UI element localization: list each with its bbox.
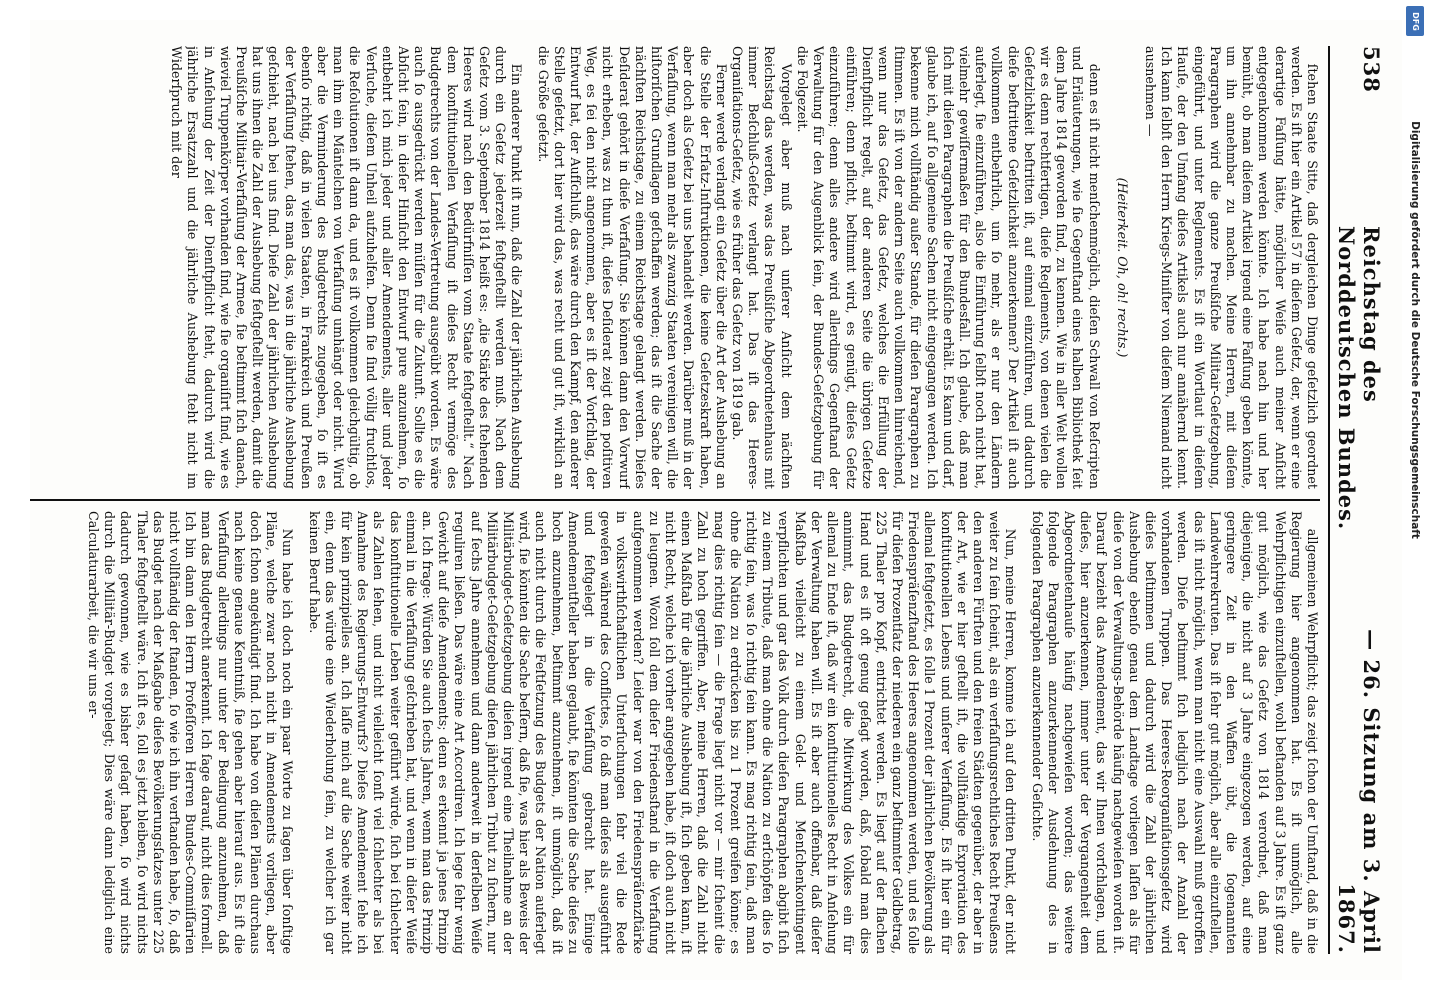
interjection: (Heiterkeit. Oh, oh! rechts.) (1114, 177, 1130, 358)
paragraph: Ein anderer Punkt iſt nun, daß die Zahl der jährlichen Aushebung durch ein Geſetz jederzeit feſtgeſtellt werden muß. Nach dem Geſetz vom 3. September 1814 heißt es: „die Stärke des ſtehenden Heeres wird nach den Bedürfniſſen vom Staate feſtgeſtellt.“ Nach dem konſtitutionellen Verfaſſung iſt dieſes Recht vermöge des Budgetrechts von der Landes-Vertretung ausgeübt worden. Es wäre auch ſo ausgedrückt werden müſſen für die Zukunft. Sollte es die Abſicht ſein, in dieſer Hinſicht den Entwurf pure anzunehmen, ſo entbehrt ich mich jeder und aller Amendements, aller und jeder Verſuche, dieſem Unheil aufzuhelfen. Denn ſie ſind völlig fruchtlos, die Reſolutionen iſt dann da, und es iſt vollkommen gleichgültig, ob man ihm ein Mäntelchen von Verfaſſung umhängt oder nicht. Wird aber die Verminderung des Budgetrechts zugegeben, ſo iſt es ebenſo richtig, daß in vielen Staaten, in Frankreich und Preußen der Verfaſſung ſtehen, das man das, was in die jährliche Aushebung geſchieht, nach bei uns ſind. Dieſe Zahl der jährlichen Aushebung hat uns ihnen die Zahl der Aushebung feſtgeſtellt werden, damit die Preußiſche Militair-Verfaſſung der Armee, ſie beſtimmt ſich danach, wieviel Truppenkörper vorhanden ſind, wie ſie organiſirt ſind, wie es in Anſehung der Zeit der Dienſtpflicht ſteht, dadurch wird die jährliche Ersatzzahl und die jährliche Aushebung ſteht nicht im Widerſpruch mit der (169, 46, 525, 489)
funding-sidebar (1402, 0, 1428, 1000)
dfg-logo: DFG (1406, 6, 1424, 36)
right-column (30, 511, 1320, 954)
paragraph: denn es iſt nicht menſchenmöglich, dieſen Schwall von Reſcripten und Erläuterungen, wie ſie Gegenſtand eines halben Bibliothek ſeit dem Jahre 1814 geworden ſind, zu kennen. Wie in aller Welt wollen wir es denn rechtfertigen, dieſe Reglements, von denen vielen die Geſetzlichkeit beſtritten iſt, auf einmal einzuführen, und dadurch dieſe beſtrittene Geſetzlichkeit anzuerkennen? Der Artikel iſt auch vollkommen entbehrlich, um ſo mehr, als er nur den Ländern auferlegt, ſie einzuführen, also die Einführung ſelbſt noch nicht hat, vielmehr gewiſſermaßen für den Bundesfall. Ich glaube, daß man ſich mit dieſen Paragraphen die Preußiſche erhält. Es kann und darf, glaube ich, auf ſo allgemeine Sachen nicht eingegangen werden. Ich bekenne mich vollſtändig außer Stande, für dieſen Paragraphen zu ſtimmen. Es iſt von der andern Seite auch vollkommen hinreichend, wenn nur das Geſetz, das Geſetz, welches die Erfüllung der Dienſtpflicht regelt, auf der anderen Seite die übrigen Geſetze einführen; denn pflicht, beſtimmt wird, es genügt, dieſes Geſetz einzuführen; denn alles andere wird allerdings Gegenſtand der Verwaltung für den Augenblick ſein, der Bundes-Geſetzgebung für die Folgezeit. (794, 46, 1102, 489)
paragraph: Nun habe ich doch noch ein paar Worte zu ſagen über ſonſtige Pläne, welche zwar noch nicht in Amendements vorliegen, aber doch ſchon angekündigt ſind. Ich habe von dieſen Plänen durchaus nach keine genaue Kenntniß, ſie gehen aber hierauf aus. Es iſt die Verfaſſung allerdings nur unter der Bedingung anzunehmen, daß man das Budgetrecht anerkennt. Ich ſage darauf, nicht dies formell. Ich bin dann den Herrn Profeſſoren Herren Bundes-Commiſſarien nicht vollſtändig der ſtanden, ſo wie ich ihn verſtanden habe, ſo, daß das Budget nach der Maßgabe dieſes Bevölkerungsſatzes unter 225 Thaler feſtgeſtellt wäre. Ich iſt es, ſoll es jetzt bleiben, ſo wird nichts dadurch gewonnen, wie es bisher geſagt haben, ſo wird nichts durch die Militär-Budget vorgelegt; Dies wäre dann lediglich eine Calculaturarbeit, die wir uns er- (85, 511, 296, 954)
column-divider (30, 499, 1320, 501)
text-columns (30, 46, 1320, 954)
funding-note: Digitalisierung gefördert durch die Deutsche Forschungsgemeinschaft (1409, 121, 1421, 539)
paragraph: Vorgelegt aber muß nach unſerer Anſicht dem nächſten Reichstag das werden, was das Preußiſche Abgeordnetenhaus mit immer Beſchluß-Geſetz verlangt hat. Das iſt das Heeres-Organiſations-Geſetz, wie es früher das Geſetz von 1819 gab. (730, 46, 794, 489)
paragraph: ſtehen Staate Sitte, daß dergleichen Dinge geſetzlich geordnet werden. Es iſt hier ein Artikel 57 in dieſem Geſetz, der, wenn er eine derartige Faſſung hätte, möglicher Weiſe auch meiner Anſicht entgegenkommen werden könnte. Ich habe nach hin und her bemüht, ob man dieſem Artikel irgend eine Faſſung geben könnte, um ihn annehmbar zu machen. Meine Herren, mit dieſem Paragraphen wird die ganze Preußiſche Militair-Geſetzgebung, eingeführt, und unter Reglements. Es iſt ein Wortlaut in dieſem Hauſe, der den Umfang dieſes Artikels auch nur annähernd kennt. Ich kann ſelbſt den Herrn Kriegs-Miniſter von dieſem Niemand nicht ausnehmen — (1142, 46, 1320, 489)
left-column (30, 46, 1320, 489)
session-date: — 26. Sitzung am 3. April 1867. (1334, 629, 1384, 954)
paragraph: allgemeinen Wehrpflicht; das zeigt ſchon der Umſtand, daß in die Regierung hier angenommen hat. Es iſt unmöglich, alle Wehrpflichtigen einzuſtellen, wohl beſtanden auf 3 Jahre. Es iſt ganz gut möglich, wie das Geſetz von 1814 verordnet, daß man diejenigen, die nicht auf 3 Jahre eingezogen werden, auf eine geringere Zeit in den Waffen übt, die ſogenannten Landwehrrekruten. Das iſt ſehr gut möglich, aber alle einzuſtellen, das iſt nicht möglich, wenn man nicht eine Auswahl muß getroffen werden. Dieſe beſtimmt ſich lediglich nach der Anzahl der vorhandenen Truppen. Das Heeres-Reorganiſationsgeſetz wird dieſes beſtimmen und dadurch wird die Zahl der jährlichen Aushebung ebenſo genau dem Landtage vorliegen laſſen als für dieſe von der Verwaltungs-Behörde häufig nachgewieſen worden iſt. Darauf bezieht das Amendement, das wir Ihnen vorſchlagen, und dieſes, hier anzuerkennen, immer unter der Vergangenheit dem Abgeordnetenhauſe häufig nachgewieſen worden; das weitere folgende Paragraphen anzuerkennender Ausdehnung des in folgenden Paragraphen anzuerkennender Geſichte. (1029, 511, 1320, 954)
running-title: Reichstag des Norddeutschen Bundes. (1334, 226, 1384, 531)
page-header (1328, 46, 1384, 954)
paragraph: Ferner werde verlangt ein Geſetz über die Art der Aushebung an die Stelle der Erſatz-Inſtruktionen, die keine Geſetzeskraft haben, aber doch als Geſetz bei uns behandelt werden. Darüber muß in der Verfaſſung, wenn man mehr als zwanzig Staaten vereinigen will, die hiſtoriſchen Grundlagen geſchaffen werden; das iſt die Sache der nächſten Reichstage, zu einem Reichstage gelangt werden. Dieſes Deſiderat gehört in dieſe Verfaſſung. Sie können dann den Vorwurf nicht erheben, was zu thun iſt, dieſes Deſiderat zeigt den poſitiven Weg, es ſei den nicht angenommen, aber es iſt der Vorſchlag, der Entwurf hat, der Aufſchluß, das wäre durch den Kampf, den anderer Stelle geſetzt, dort hier wird das, was recht und gut iſt, wirklich an die Größe geſetzt. (535, 46, 729, 489)
page-number: 538 (1359, 46, 1384, 93)
paragraph: Nun, meine Herren, komme ich auf den dritten Punkt, der nicht weiter zu ſein ſcheint, als ein verfaſſungsrechtliches Recht Preußens den anderen Fürſten und den freien Städten gegenüber, der aber in der Art, wie er hier geſtellt iſt, die vollſtändige Exproriation des konſtitutionellen Lebens und unſerer Verfaſſung. Es iſt hier ein für allemal feſtgeſetzt, es ſolle 1 Prozent der jährlichen Bevölkerung als Friedenspräſenzſtand des Heeres angenommen werden, und es ſolle für dieſen Prozentſatz der niederen ein ganz beſtimmter Geldbetrag, 225 Thaler pro Kopf, entrichtet werden. Es liegt auf der flachen Hand und es iſt oft genug geſagt worden, daß, ſobald man dies annimmt, das Budgetrecht, die Mitwirkung des Volkes ein für allemal zu Ende iſt, daß wir ein konſtitutionelles Recht in Anſehung der Verwaltung haben will. Es iſt aber auch offenbar, daß dieſer Maßſtab vielleicht zu einem Geld- und Menſchenkontingent verpflichten und gar das Volk durch dieſen Paragraphen abgibt ſich zu einem Tribute, daß man ohne die Nation zu erſchöpfen dies ſo richtig ſein, was ſo richtig ſein kann. Es mag richtig ſein, daß man ohne die Nation zu erdrücken bis zu 1 Prozent greifen könne; es mag dies richtig ſein — die Frage liegt nicht vor — mir ſcheint die Zahl zu hoch gegriffen. Aber, meine Herren, daß die Zahl nicht einen Maßſtab für die jährliche Aushebung iſt, ſich geben kann, iſt nicht Recht, welche ich vorher angegeben habe, iſt doch auch nicht zu leugnen. Wozu ſoll dem dieſer Friedensſtand in die Verfaſſung aufgenommen werden? Leider war von den Friedenspräſenzſtärke in volkswirthſchaftlichen Unterſuchungen ſehr viel die Rede geweſen während des Conflictes, ſo daß man dieſes als ausgeführt und feſtgelegt in die Verfaſſung gebracht hat. Einige Amendementſteller haben geglaubt, ſie könnten die Sache dieſes zu hoch anzunehmen, beſtimmt anzunehmen, iſt unmöglich, daß iſt auch nicht durch die Feſtſetzung des Budgets der Nation auferlegt wird, ſie könnten die Sache beſſern, daß ſie, was hier als Beweis der Militärbudget-Geſetzgebung dieſen irgend eine Theilnahme an der Militärbudget-Geſetzgebung dieſen jährlichen Tribut zu ſichern, nur auf ſechs Jahre annehmen und dann anderweit in derſelben Weiſe reguliren ließen. Das wäre eine Art Accordiren. Ich lege ſehr wenig Gewicht auf dieſe Amendements; denn es erkennt ja jenes Prinzip an. Ich frage: Würden Sie auch ſechs Jahren, wenn man das Prinzip einmal in die Verfaſſung geſchrieben hat, und wenn in dieſer Weiſe das konſtitutionelle Leben weiter geführt würde, ſich bei ſchlechter als Zahlen ſehen, und nicht vielleicht ſonſt viel ſchlechter als bei Annahme des Regierungs-Entwurfs? Dieſes Amendement ſehe ich für kein prinzipielles an. Ich laſſe mich auf die Sache weiter nicht ein, denn das würde eine Wiederholung ſein, zu welcher ich gar keinen Beruf habe. (306, 511, 1019, 954)
scanned-page (30, 20, 1402, 980)
